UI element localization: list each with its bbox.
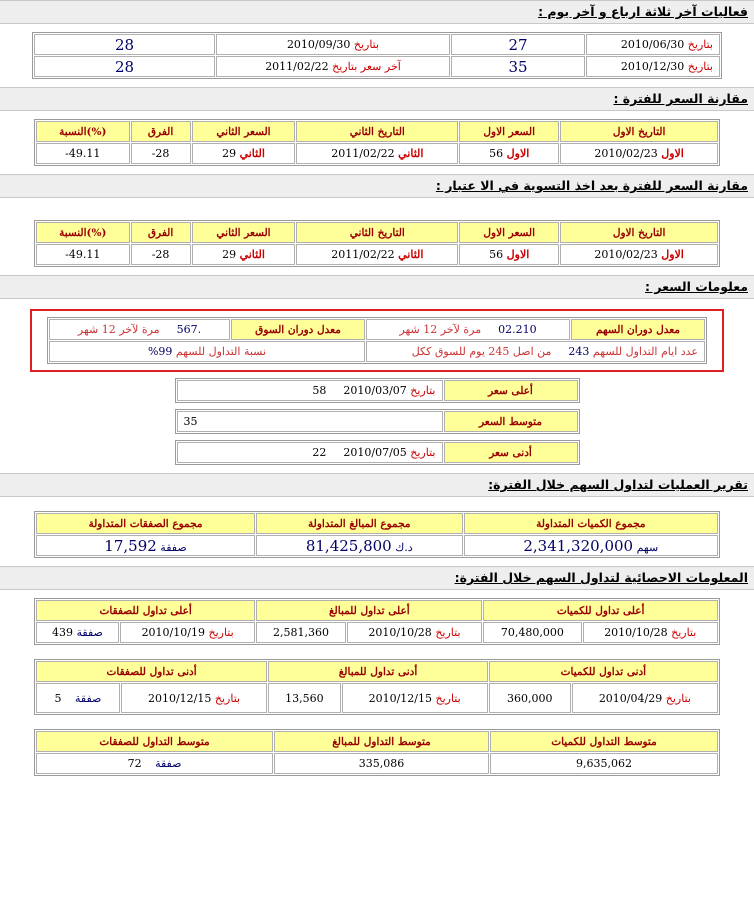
trading-days-cell: [366, 341, 705, 362]
first-price-cell: [459, 143, 559, 164]
date-label: بتاريخ: [353, 38, 380, 51]
cell-value: .567: [176, 323, 202, 336]
quarter-price-cell: 27: [451, 34, 585, 55]
cell-value: 2010/02/23: [594, 248, 658, 261]
unit-label: صفقة: [160, 540, 187, 554]
cell-label: الاول: [661, 248, 684, 261]
date-value: 2010/12/15: [368, 691, 432, 705]
total-amount-cell: [256, 535, 463, 556]
second-date-cell: [296, 143, 458, 164]
date-value: 2010/12/30: [620, 60, 685, 73]
stock-turnover-header: معدل دوران السهم: [571, 319, 705, 340]
date-label: بتاريخ: [410, 384, 436, 397]
second-price-cell: [192, 244, 296, 265]
table-row: [36, 244, 718, 265]
header-total-amount: مجموع المبالغ المتداولة: [256, 513, 463, 534]
header-average-amount: متوسط التداول للمبالغ: [274, 731, 489, 752]
header-average-deals: متوسط التداول للصفقات: [36, 731, 273, 752]
average-deals-cell: [36, 753, 273, 774]
section-statistics: [0, 590, 754, 784]
header-percent: (%)النسبة: [36, 222, 130, 243]
table-row: [34, 56, 720, 77]
section-title-adjusted-comparison: مقارنة السعر للفترة بعد اخذ التسوية في الا عتبار :: [0, 174, 754, 198]
quarter-price-cell: 28: [34, 34, 215, 55]
cell-value: 56: [489, 147, 504, 160]
average-amount-cell: 335,086: [274, 753, 489, 774]
cell-value: 81,425,800: [305, 536, 392, 555]
table-row: [36, 683, 718, 713]
date-label: بتاريخ: [671, 626, 697, 639]
highest-qty-date-cell: [583, 622, 719, 643]
date-value: 2010/10/28: [604, 626, 668, 639]
second-date-cell: [296, 244, 458, 265]
total-qty-cell: [464, 535, 718, 556]
lowest-qty-date-cell: [572, 683, 718, 713]
cell-label: الاول: [506, 147, 530, 160]
cell-label: الاول: [661, 147, 684, 160]
highest-amount-cell: 2,581,360: [256, 622, 345, 643]
date-value: 2010/10/19: [141, 626, 205, 639]
highest-deals-date-cell: [120, 622, 256, 643]
lowest-deals-cell: [36, 683, 120, 713]
date-value: 2010/06/30: [620, 38, 685, 51]
lowest-price-table: [175, 440, 580, 465]
header-first-price: السعر الاول: [459, 121, 559, 142]
highest-price-cell: [177, 380, 443, 401]
difference-cell: -28: [131, 244, 191, 265]
stock-turnover-cell: [366, 319, 570, 340]
price-comparison-table: [34, 119, 720, 166]
market-turnover-cell: [49, 319, 230, 340]
table-row: [36, 753, 718, 774]
cell-value: 2010/02/23: [594, 147, 658, 160]
cell-value: 29: [222, 248, 237, 261]
header-second-price: السعر الثاني: [192, 222, 296, 243]
adjusted-comparison-table: [34, 220, 720, 267]
section-title-price-comparison: مقارنة السعر للفترة :: [0, 87, 754, 111]
table-header-row: [36, 513, 718, 534]
date-label: بتاريخ: [687, 60, 713, 73]
header-percent: (%)النسبة: [36, 121, 130, 142]
first-price-cell: [459, 244, 559, 265]
difference-cell: -28: [131, 143, 191, 164]
section-price-comparison: [0, 111, 754, 174]
date-value: 2010/09/30: [286, 38, 351, 51]
unit-label: صفقة: [75, 691, 102, 705]
cell-note: مرة لآخر 12 شهر: [77, 323, 160, 336]
header-difference: الفرق: [131, 222, 191, 243]
lowest-price-cell: [177, 442, 443, 463]
lowest-amount-date-cell: [342, 683, 488, 713]
cell-value: 02.210: [498, 323, 537, 336]
cell-value: 2,341,320,000: [523, 536, 634, 555]
price-value: 58: [312, 384, 327, 397]
date-label: بتاريخ: [435, 691, 461, 705]
quarter-date-cell: [586, 56, 720, 77]
last-quarters-table: [32, 32, 722, 79]
average-price-cell: [177, 411, 443, 432]
header-total-qty: مجموع الكميات المتداولة: [464, 513, 718, 534]
date-label: بتاريخ: [214, 691, 241, 705]
second-price-cell: [192, 143, 296, 164]
date-label: بتاريخ: [665, 691, 691, 705]
table-row: [36, 143, 718, 164]
cell-value: 72: [127, 757, 142, 770]
trading-ratio-cell: [49, 341, 365, 362]
table-header-row: [36, 661, 718, 682]
unit-label: سهم: [636, 540, 659, 554]
unit-label: د.ك: [395, 540, 413, 554]
header-second-date: التاريخ الثاني: [296, 121, 458, 142]
highest-qty-cell: 70,480,000: [483, 622, 581, 643]
header-first-price: السعر الاول: [459, 222, 559, 243]
table-row: [34, 34, 720, 55]
last-price-date-cell: [216, 56, 450, 77]
cell-label: الاول: [506, 248, 530, 261]
section-adjusted-comparison: [0, 198, 754, 275]
table-row: [36, 622, 718, 643]
highest-price-table: [175, 378, 580, 403]
cell-value: 99%: [147, 345, 173, 358]
date-value: 2011/02/22: [265, 60, 329, 73]
date-label: بتاريخ: [435, 626, 461, 639]
date-label: بتاريخ: [687, 38, 713, 51]
date-value: 2010/03/07: [343, 384, 407, 397]
cell-label: الثاني: [239, 147, 265, 160]
header-total-deals: مجموع الصفقات المتداولة: [36, 513, 255, 534]
header-highest-deals: أعلى تداول للصفقات: [36, 600, 255, 621]
header-highest-amount: أعلى تداول للمبالغ: [256, 600, 482, 621]
cell-value: 17,592: [104, 536, 157, 555]
lowest-trading-table: [34, 659, 720, 715]
header-second-date: التاريخ الثاني: [296, 222, 458, 243]
table-row: [49, 319, 705, 340]
table-header-row: [36, 731, 718, 752]
quarter-price-cell: 35: [451, 56, 585, 77]
average-qty-cell: 9,635,062: [490, 753, 718, 774]
cell-note: من اصل 245 يوم للسوق ككل: [411, 345, 552, 358]
average-price-header: متوسط السعر: [444, 411, 578, 432]
cell-note: مرة لآخر 12 شهر: [399, 323, 482, 336]
cell-label: الثاني: [398, 248, 424, 261]
table-row: [36, 535, 718, 556]
header-lowest-deals: أدنى تداول للصفقات: [36, 661, 267, 682]
cell-value: 56: [489, 248, 504, 261]
cell-value: 29: [222, 147, 237, 160]
table-row: [177, 380, 578, 401]
date-value: 2010/12/15: [147, 691, 212, 705]
cell-label: الثاني: [239, 248, 265, 261]
header-second-price: السعر الثاني: [192, 121, 296, 142]
average-trading-table: [34, 729, 720, 776]
price-value: 22: [312, 446, 327, 459]
cell-value: 5: [54, 691, 62, 705]
lowest-qty-cell: 360,000: [489, 683, 571, 713]
cell-label: نسبة التداول للسهم: [175, 345, 267, 358]
cell-value: 2011/02/22: [331, 147, 395, 160]
table-row: [177, 442, 578, 463]
date-value: 2010/04/29: [598, 691, 663, 705]
section-title-statistics: المعلومات الاحصائية لتداول السهم خلال الفترة:: [0, 566, 754, 590]
table-header-row: [36, 121, 718, 142]
section-title-operations-report: تقرير العمليات لتداول السهم خلال الفترة:: [0, 473, 754, 497]
operations-table: [34, 511, 720, 558]
section-operations-report: [0, 497, 754, 566]
first-date-cell: [560, 143, 718, 164]
lowest-price-header: أدنى سعر: [444, 442, 578, 463]
total-deals-cell: [36, 535, 255, 556]
section-price-info: [0, 299, 754, 473]
turnover-highlight-box: [30, 309, 724, 372]
section-last-quarters: [0, 24, 754, 87]
date-label: بتاريخ: [410, 446, 436, 459]
turnover-table: [47, 317, 707, 364]
section-title-price-info: معلومات السعر :: [0, 275, 754, 299]
date-label: آخر سعر بتاريخ: [332, 60, 401, 73]
highest-trading-table: [34, 598, 720, 645]
unit-label: صفقة: [155, 757, 182, 770]
price-value: 35: [183, 415, 198, 428]
table-row: [49, 341, 705, 362]
percent-cell: -49.11: [36, 143, 130, 164]
header-highest-qty: أعلى تداول للكميات: [483, 600, 718, 621]
header-lowest-qty: أدنى تداول للكميات: [489, 661, 718, 682]
header-difference: الفرق: [131, 121, 191, 142]
cell-label: الثاني: [398, 147, 424, 160]
cell-value: 2011/02/22: [331, 248, 395, 261]
cell-value: 439: [52, 626, 73, 639]
first-date-cell: [560, 244, 718, 265]
date-label: بتاريخ: [208, 626, 234, 639]
table-header-row: [36, 222, 718, 243]
section-title-last-quarters: فعاليات آخر ثلاثة ارباع و آخر يوم :: [0, 0, 754, 24]
percent-cell: -49.11: [36, 244, 130, 265]
market-turnover-header: معدل دوران السوق: [231, 319, 365, 340]
lowest-deals-date-cell: [121, 683, 267, 713]
quarter-date-cell: [216, 34, 450, 55]
average-price-table: [175, 409, 580, 434]
header-first-date: التاريخ الاول: [560, 121, 718, 142]
table-header-row: [36, 600, 718, 621]
lowest-amount-cell: 13,560: [268, 683, 340, 713]
highest-amount-date-cell: [347, 622, 483, 643]
date-value: 2010/10/28: [368, 626, 432, 639]
quarter-date-cell: [586, 34, 720, 55]
cell-label: عدد ايام التداول للسهم: [592, 345, 698, 358]
date-value: 2010/07/05: [343, 446, 407, 459]
table-row: [177, 411, 578, 432]
cell-value: 243: [568, 345, 590, 358]
last-price-cell: 28: [34, 56, 215, 77]
highest-deals-cell: [36, 622, 119, 643]
highest-price-header: أعلى سعر: [444, 380, 578, 401]
header-first-date: التاريخ الاول: [560, 222, 718, 243]
header-average-qty: متوسط التداول للكميات: [490, 731, 718, 752]
unit-label: صفقة: [76, 626, 103, 639]
header-lowest-amount: أدنى تداول للمبالغ: [268, 661, 488, 682]
